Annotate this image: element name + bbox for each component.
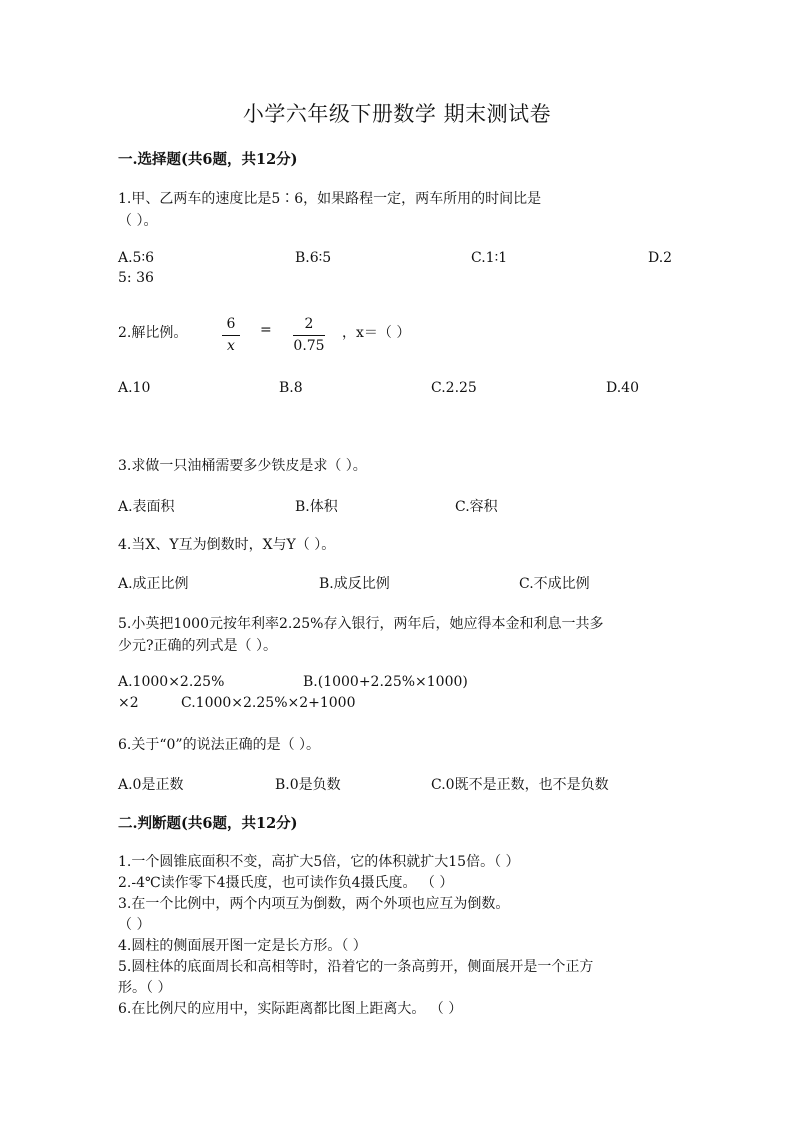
- question-2-option-a: A.10: [118, 380, 151, 396]
- question-4-line-1: 4.当X、Y互为倒数时，X与Y（ ）。: [118, 537, 336, 553]
- question-1-option-c: C.1∶1: [471, 250, 508, 266]
- judgement-line-2: 2.-4℃读作零下4摄氏度，也可读作负4摄氏度。 （ ）: [118, 875, 454, 891]
- question-2-option-b: B.8: [279, 380, 303, 396]
- fraction-bar: [293, 335, 325, 336]
- question-2-prefix: 2.解比例。: [118, 325, 188, 341]
- page-title: 小学六年级下册数学 期末测试卷: [242, 102, 552, 126]
- question-5-option-b-continued: ×2: [118, 695, 139, 711]
- question-3-option-c: C.容积: [455, 499, 498, 515]
- question-4-option-b: B.成反比例: [319, 576, 390, 592]
- question-6-option-a: A.0是正数: [118, 777, 184, 793]
- question-5-option-b: B.(1000+2.25%×1000): [303, 674, 468, 690]
- question-3-line-1: 3.求做一只油桶需要多少铁皮是求（ ）。: [118, 458, 367, 474]
- question-2-suffix: ，x＝（ ）: [342, 325, 411, 341]
- section-heading-choice: 一.选择题(共6题，共12分): [118, 151, 298, 168]
- question-3-option-a: A.表面积: [118, 499, 175, 515]
- fraction-6-over-x: [222, 316, 240, 354]
- question-4-option-a: A.成正比例: [118, 576, 189, 592]
- fraction-2-over-075: [293, 316, 325, 354]
- judgement-line-3-continued: （ ）: [118, 917, 151, 933]
- question-2-option-c: C.2.25: [431, 380, 477, 396]
- fraction-denominator: 0.75: [293, 338, 325, 354]
- fraction-denominator: x: [227, 338, 235, 354]
- judgement-line-5: 5.圆柱体的底面周长和高相等时，沿着它的一条高剪开，侧面展开是一个正方: [118, 959, 594, 975]
- question-6-option-b: B.0是负数: [275, 777, 341, 793]
- judgement-line-4: 4.圆柱的侧面展开图一定是长方形。（ ）: [118, 938, 367, 954]
- question-2-option-d: D.40: [606, 380, 639, 396]
- question-1-option-d-continued: 5: 36: [118, 270, 154, 286]
- judgement-line-1: 1.一个圆锥底面积不变，高扩大5倍，它的体积就扩大15倍。（ ）: [118, 854, 520, 870]
- question-1-line-1: 1.甲、乙两车的速度比是5∶6，如果路程一定，两车所用的时间比是: [118, 191, 542, 207]
- question-1-option-a: A.5∶6: [118, 250, 155, 266]
- judgement-line-3: 3.在一个比例中，两个内项互为倒数，两个外项也应互为倒数。: [118, 896, 510, 912]
- fraction-numerator: 2: [304, 316, 314, 332]
- question-5-option-a: A.1000×2.25%: [118, 674, 225, 690]
- question-1-option-b: B.6∶5: [295, 250, 332, 266]
- question-6-option-c: C.0既不是正数，也不是负数: [431, 777, 609, 793]
- question-1-line-2: （ ）。: [118, 213, 158, 229]
- question-1-option-d: D.2: [648, 250, 673, 266]
- question-4-option-c: C.不成比例: [519, 576, 590, 592]
- fraction-bar: [222, 335, 240, 336]
- question-5-option-c: C.1000×2.25%×2+1000: [181, 695, 356, 711]
- section-heading-judgement: 二.判断题(共6题，共12分): [118, 815, 298, 832]
- question-6-line-1: 6.关于“0”的说法正确的是（ ）。: [118, 737, 321, 753]
- question-5-line-1: 5.小英把1000元按年利率2.25%存入银行，两年后，她应得本金和利息一共多: [118, 616, 604, 632]
- question-5-line-2: 少元?正确的列式是（ ）。: [118, 638, 277, 654]
- question-3-option-b: B.体积: [295, 499, 338, 515]
- equals-sign: =: [260, 322, 272, 338]
- fraction-numerator: 6: [226, 316, 236, 332]
- judgement-line-6: 6.在比例尺的应用中，实际距离都比图上距离大。 （ ）: [118, 1001, 463, 1017]
- judgement-line-5-continued: 形。（ ）: [118, 980, 172, 996]
